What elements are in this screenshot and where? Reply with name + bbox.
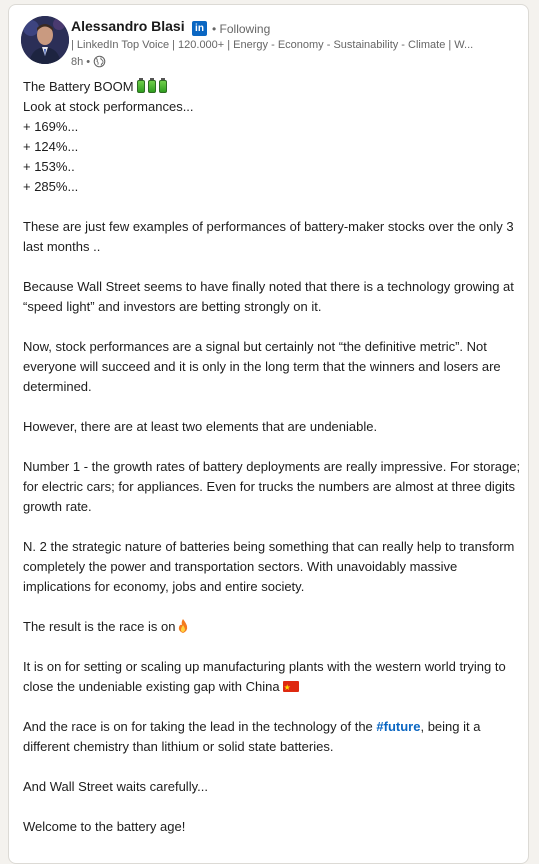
paragraph: And Wall Street waits carefully... (23, 779, 208, 794)
following-status[interactable]: • Following (212, 22, 271, 36)
paragraph-race (23, 617, 523, 637)
post-intro: Look at stock performances... (23, 99, 194, 114)
future-text-after: , being it a different chemistry than lithium or solid state batteries. (23, 719, 485, 754)
author-name[interactable]: Alessandro Blasi (71, 18, 185, 34)
race-text: The result is the race is on (23, 619, 176, 634)
future-text-before: And the race is on for taking the lead in the technology of the (23, 719, 377, 734)
author-avatar[interactable] (21, 16, 69, 64)
post-body (23, 77, 523, 837)
stat-line: + 124%... (23, 139, 79, 154)
post-card (8, 4, 529, 864)
author-headline: | LinkedIn Top Voice | 120.000+ | Energy - Economy - Sustainability - Climate | W... (71, 39, 474, 51)
stat-line: + 285%... (23, 179, 79, 194)
paragraph: N. 2 the strategic nature of batteries being something that can really help to transform completely the power and transportation sectors. With unavoidably massive implications for economy, jobs and entire society. (23, 539, 519, 594)
paragraph-china (23, 657, 523, 697)
post-meta (71, 55, 106, 68)
paragraph-future (23, 717, 523, 757)
post-title-line (23, 77, 523, 97)
fire-icon (177, 619, 189, 633)
battery-icon (159, 80, 167, 93)
meta-separator: • (86, 55, 91, 68)
paragraph: Welcome to the battery age! (23, 819, 186, 834)
following-label: Following (219, 22, 271, 36)
paragraph: These are just few examples of performances of battery-maker stocks over the only 3 last months .. (23, 219, 518, 254)
linkedin-badge-icon: in (192, 21, 207, 36)
stat-line: + 153%.. (23, 159, 75, 174)
hashtag-future-link[interactable]: #future (376, 719, 421, 734)
battery-icon (137, 80, 145, 93)
stat-line: + 169%... (23, 119, 79, 134)
post-time: 8h (71, 55, 84, 68)
paragraph: Because Wall Street seems to have finally noted that there is a technology growing at “speed light” and investors are betting strongly on it. (23, 279, 518, 314)
post-title: The Battery BOOM (23, 79, 134, 94)
battery-icon (148, 80, 156, 93)
china-flag-icon (283, 681, 299, 692)
china-text: It is on for setting or scaling up manufacturing plants with the western world trying to close the undeniable existing gap with China (23, 659, 510, 694)
globe-icon (93, 55, 106, 68)
paragraph: Now, stock performances are a signal but certainly not “the definitive metric”. Not everyone will succeed and it is only in the long term that the winners and losers are determined. (23, 339, 505, 394)
paragraph: Number 1 - the growth rates of battery deployments are really impressive. For storage; for electric cars; for appliances. Even for trucks the numbers are almost at three digits growth rate. (23, 459, 524, 514)
paragraph: However, there are at least two elements that are undeniable. (23, 419, 378, 434)
